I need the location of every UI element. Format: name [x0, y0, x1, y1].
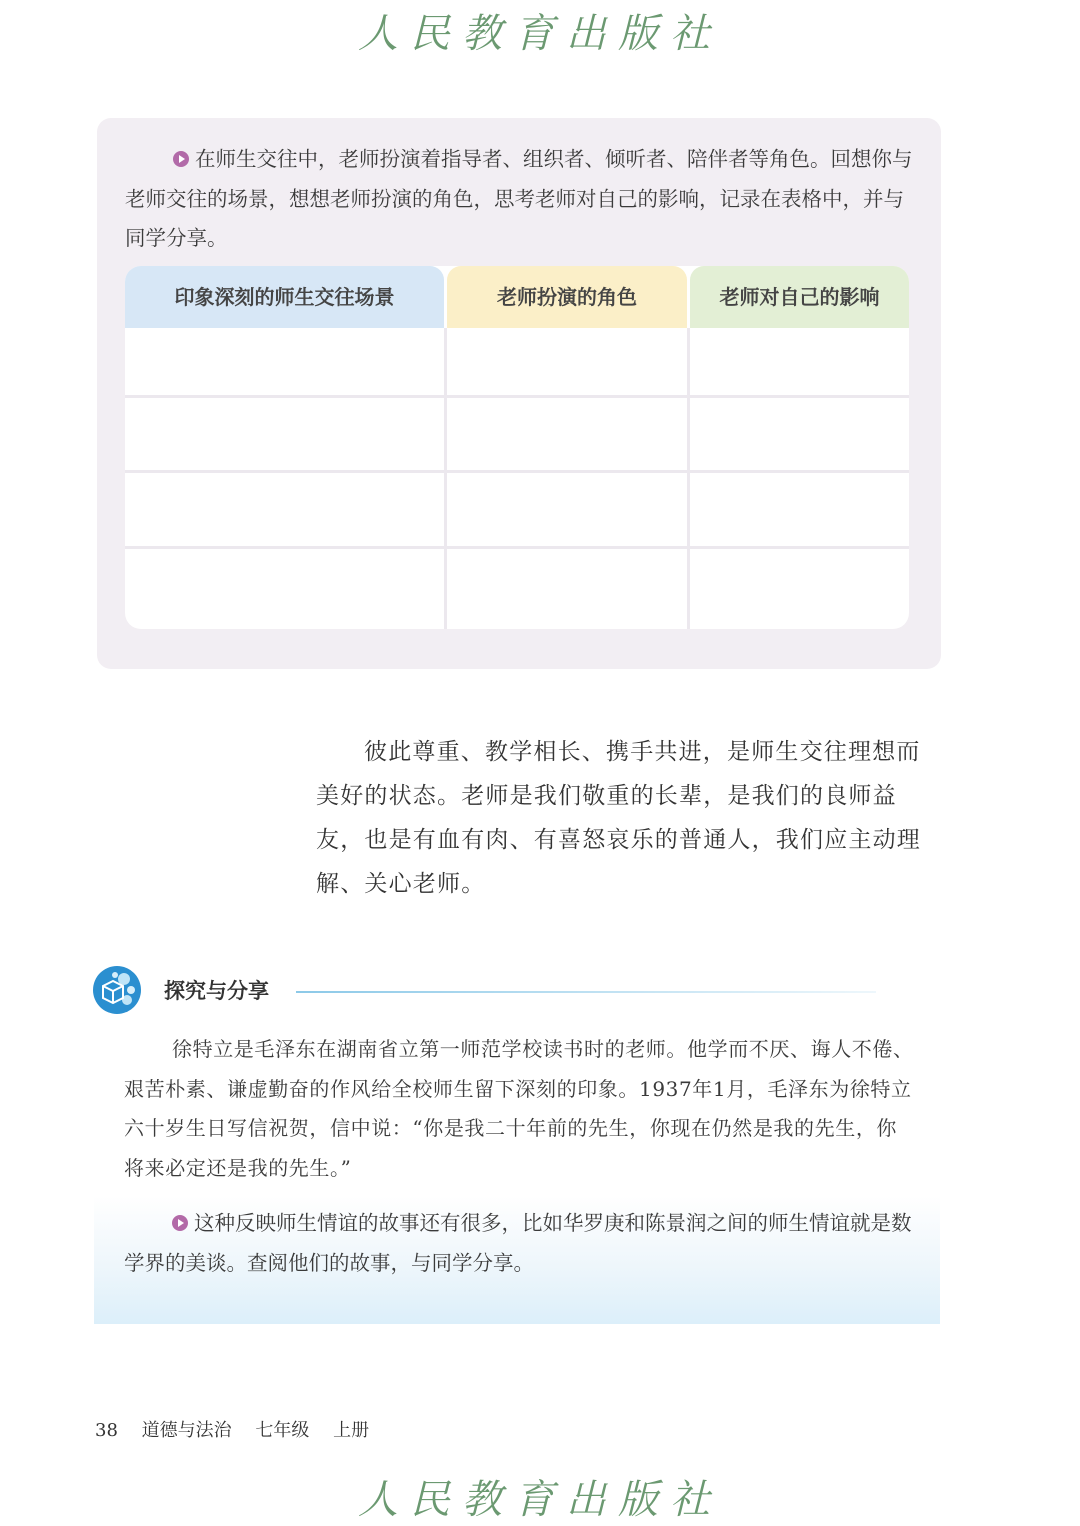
- activity-box: [97, 118, 941, 669]
- task-box: [94, 1196, 940, 1324]
- book-grade: 七年级: [255, 1420, 310, 1441]
- activity-instructions-text: 在师生交往中，老师扮演着指导者、组织者、倾听者、陪伴者等角色。回想你与老师交往的场景，想想老师扮演的角色，思考老师对自己的影响，记录在表格中，并与同学分享。: [125, 147, 913, 250]
- task-instructions: [124, 1204, 914, 1283]
- table-header-influence: 老师对自己的影响: [690, 266, 909, 328]
- table-divider: [125, 395, 909, 398]
- book-subject: 道德与法治: [141, 1420, 232, 1441]
- book-volume: 上册: [333, 1420, 370, 1441]
- task-instructions-text: 这种反映师生情谊的故事还有很多，比如华罗庚和陈景润之间的师生情谊就是数学界的美谈。查阅他们的故事，与同学分享。: [124, 1211, 912, 1275]
- table-header-role: 老师扮演的角色: [447, 266, 687, 328]
- publisher-watermark-bottom: 人民教育出版社: [358, 1477, 722, 1523]
- page-footer: [95, 1416, 387, 1442]
- page-number: 38: [95, 1420, 118, 1441]
- table-header-scene: 印象深刻的师生交往场景: [125, 266, 444, 328]
- table-divider: [687, 328, 690, 629]
- table-divider: [125, 546, 909, 549]
- story-paragraph: 徐特立是毛泽东在湖南省立第一师范学校读书时的老师。他学而不厌、诲人不倦、艰苦朴素、谦虚勤奋的作风给全校师生留下深刻的印象。1937年1月，毛泽东为徐特立六十岁生日写信祝贺，信中说：“你是我二十年前的先生，你现在仍然是我的先生，你将来必定还是我的先生。”: [124, 1037, 914, 1180]
- explore-cube-icon: [93, 966, 141, 1014]
- table-divider: [444, 328, 447, 629]
- explore-section-title: 探究与分享: [164, 979, 269, 1003]
- table-divider: [125, 470, 909, 473]
- activity-instructions: [125, 140, 915, 259]
- section-divider: [296, 991, 876, 993]
- main-paragraph: 彼此尊重、教学相长、携手共进，是师生交往理想而美好的状态。老师是我们敬重的长辈，是我们的良师益友，也是有血有肉、有喜怒哀乐的普通人，我们应主动理解、关心老师。: [316, 739, 921, 897]
- play-bullet-icon: [173, 151, 189, 167]
- record-table: [125, 266, 909, 629]
- play-bullet-icon: [172, 1215, 188, 1231]
- publisher-watermark-top: 人民教育出版社: [358, 11, 722, 57]
